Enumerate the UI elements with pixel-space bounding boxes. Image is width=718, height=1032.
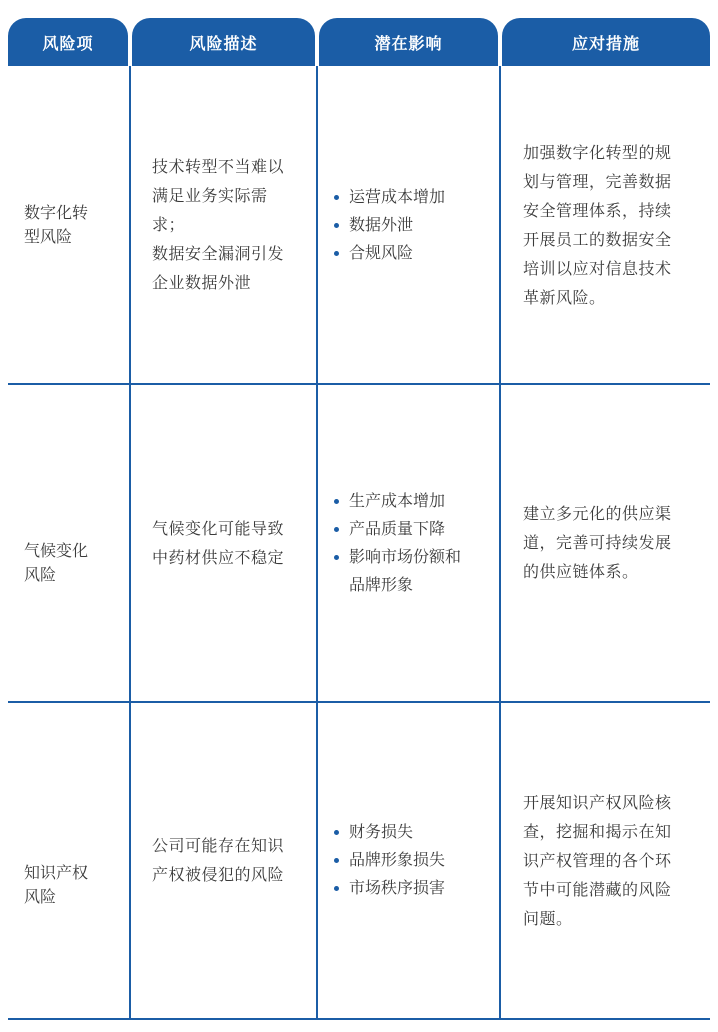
row-divider bbox=[8, 1018, 710, 1020]
measure-cell bbox=[523, 384, 713, 701]
risk-description bbox=[152, 152, 284, 297]
impact-item bbox=[333, 487, 461, 515]
bullet-icon bbox=[334, 555, 339, 560]
impact-text: 品牌形象 bbox=[349, 574, 414, 594]
bullet-icon bbox=[334, 223, 339, 228]
countermeasure-text bbox=[523, 138, 672, 312]
impact-item bbox=[333, 846, 445, 874]
table-row bbox=[0, 384, 718, 701]
impact-text: 运营成本增加 bbox=[349, 186, 446, 206]
risk-description bbox=[152, 831, 284, 889]
impact-text: 影响市场份额和 bbox=[349, 546, 462, 566]
risk-name-line: 数字化转 bbox=[24, 202, 89, 222]
description-cell bbox=[152, 66, 312, 383]
description-line: 公司可能存在知识 bbox=[152, 836, 285, 855]
impact-item bbox=[333, 183, 445, 211]
description-line: 求； bbox=[152, 215, 186, 234]
impact-item bbox=[333, 211, 445, 239]
risk-name-cell bbox=[24, 702, 124, 1018]
bullet-icon bbox=[334, 195, 339, 200]
bullet-icon bbox=[334, 499, 339, 504]
measure-line: 的供应链体系。 bbox=[523, 562, 639, 581]
description-line: 产权被侵犯的风险 bbox=[152, 865, 285, 884]
risk-name-cell bbox=[24, 66, 124, 383]
description-line: 中药材供应不稳定 bbox=[152, 547, 285, 567]
header-risk-item: 风险项 bbox=[8, 18, 128, 66]
impact-cell bbox=[333, 384, 493, 701]
description-line: 满足业务实际需 bbox=[152, 186, 268, 205]
impact-item bbox=[333, 239, 445, 267]
measure-line: 开展员工的数据安全 bbox=[523, 229, 672, 249]
bullet-icon bbox=[334, 886, 339, 891]
impact-cell bbox=[333, 702, 493, 1018]
risk-name-line: 知识产权 bbox=[24, 863, 89, 882]
risk-name-line: 型风险 bbox=[24, 226, 73, 246]
risk-name-line: 风险 bbox=[24, 887, 57, 906]
measure-line: 问题。 bbox=[523, 908, 573, 928]
bullet-icon bbox=[334, 251, 339, 256]
table-row bbox=[0, 702, 718, 1018]
impact-item bbox=[333, 874, 445, 902]
measure-line: 安全管理体系，持续 bbox=[523, 200, 672, 220]
measure-line: 开展知识产权风险核 bbox=[523, 792, 672, 812]
impact-text: 财务损失 bbox=[349, 822, 414, 841]
measure-line: 建立多元化的供应渠 bbox=[523, 504, 672, 523]
description-line: 技术转型不当难以 bbox=[152, 157, 285, 176]
bullet-icon bbox=[334, 527, 339, 532]
measure-cell bbox=[523, 702, 713, 1018]
description-cell bbox=[152, 702, 312, 1018]
measure-cell bbox=[523, 66, 713, 383]
measure-line: 查，挖掘和揭示在知 bbox=[523, 821, 672, 841]
impact-text: 合规风险 bbox=[349, 242, 414, 262]
bullet-icon bbox=[334, 830, 339, 835]
measure-line: 培训以应对信息技术 bbox=[523, 258, 672, 278]
description-line: 数据安全漏洞引发 bbox=[152, 244, 285, 263]
impact-item bbox=[333, 543, 461, 599]
impact-text: 数据外泄 bbox=[349, 214, 414, 234]
impact-text: 生产成本增加 bbox=[349, 490, 446, 510]
measure-line: 道，完善可持续发展 bbox=[523, 533, 672, 552]
measure-line: 加强数字化转型的规 bbox=[523, 142, 672, 162]
risk-table-body bbox=[0, 66, 718, 1020]
impact-list bbox=[333, 487, 461, 599]
impact-item bbox=[333, 515, 461, 543]
impact-item bbox=[333, 818, 445, 846]
risk-name-line: 风险 bbox=[24, 564, 57, 584]
measure-line: 节中可能潜藏的风险 bbox=[523, 879, 672, 899]
risk-name bbox=[24, 861, 88, 909]
risk-name-cell bbox=[24, 384, 124, 701]
risk-name bbox=[24, 539, 88, 587]
table-header bbox=[8, 18, 710, 66]
risk-description bbox=[152, 514, 284, 572]
description-line: 企业数据外泄 bbox=[152, 273, 252, 292]
countermeasure-text bbox=[523, 788, 672, 933]
bullet-icon bbox=[334, 858, 339, 863]
header-risk-description: 风险描述 bbox=[132, 18, 315, 66]
description-cell bbox=[152, 384, 312, 701]
impact-cell bbox=[333, 66, 493, 383]
measure-line: 划与管理，完善数据 bbox=[523, 171, 672, 191]
table-row bbox=[0, 66, 718, 383]
impact-list bbox=[333, 818, 445, 902]
countermeasure-text bbox=[523, 499, 672, 586]
measure-line: 革新风险。 bbox=[523, 287, 606, 307]
risk-name bbox=[24, 201, 88, 249]
impact-text: 市场秩序损害 bbox=[349, 878, 446, 897]
impact-text: 品牌形象损失 bbox=[349, 850, 446, 869]
impact-text: 产品质量下降 bbox=[349, 518, 446, 538]
header-countermeasures: 应对措施 bbox=[502, 18, 710, 66]
description-line: 气候变化可能导致 bbox=[152, 518, 285, 538]
risk-name-line: 气候变化 bbox=[24, 540, 89, 560]
header-potential-impact: 潜在影响 bbox=[319, 18, 498, 66]
measure-line: 识产权管理的各个环 bbox=[523, 850, 672, 870]
impact-list bbox=[333, 183, 445, 267]
